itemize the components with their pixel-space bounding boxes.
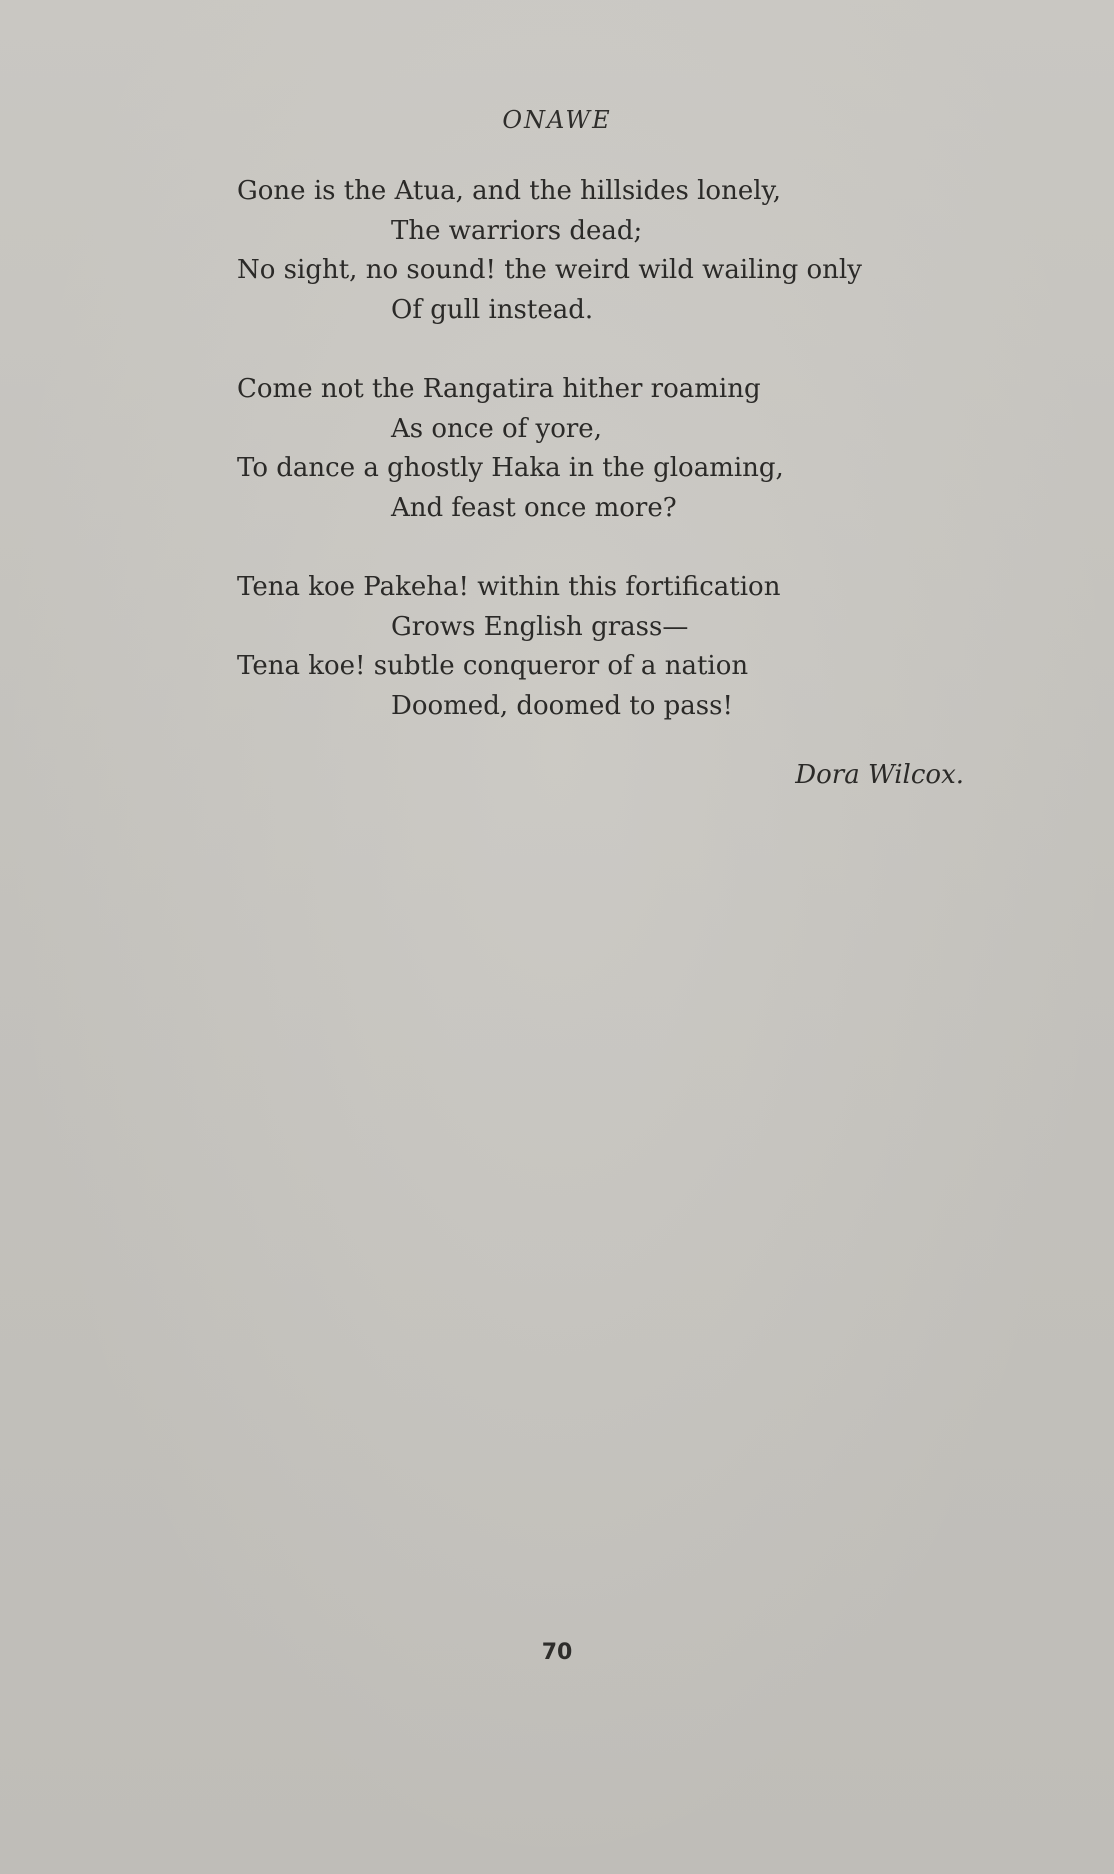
poem-line: Doomed, doomed to pass!: [391, 690, 733, 721]
poem-line: No sight, no sound! the weird wild wailing only: [237, 255, 862, 285]
poem-body: [237, 172, 1037, 766]
page-number: 70: [541, 1640, 573, 1665]
poem-line: Of gull instead.: [391, 294, 594, 325]
poem-line: As once of yore,: [391, 413, 602, 444]
stanza: [237, 370, 1037, 528]
poem-line: Grows English grass—: [391, 611, 689, 642]
poem-line: Gone is the Atua, and the hillsides lonely,: [237, 176, 782, 206]
poem-title: ONAWE: [502, 106, 612, 134]
poem-line: Tena koe! subtle conqueror of a nation: [237, 651, 749, 681]
poem-line: Tena koe Pakeha! within this fortification: [237, 572, 781, 602]
poem-line: Come not the Rangatira hither roaming: [237, 374, 761, 404]
author-signature: Dora Wilcox.: [795, 760, 964, 790]
stanza: [237, 172, 1037, 330]
poem-line: And feast once more?: [391, 492, 677, 523]
poem-line: To dance a ghostly Haka in the gloaming,: [237, 453, 784, 483]
poem-line: The warriors dead;: [391, 215, 643, 246]
stanza: [237, 568, 1037, 726]
